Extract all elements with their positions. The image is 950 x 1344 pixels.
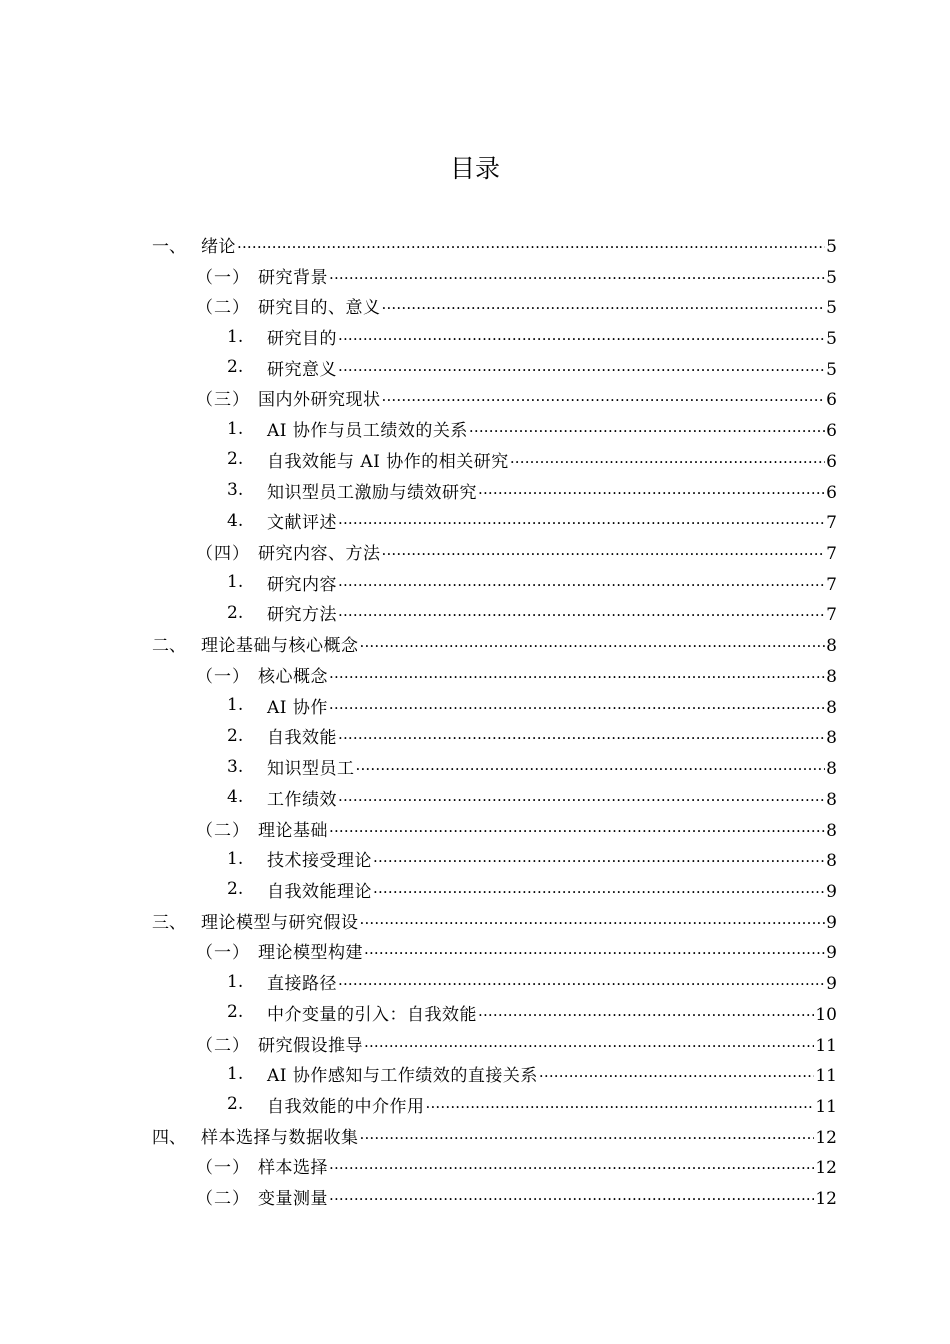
toc-entry-line [267,600,837,625]
toc-entry-number: 四、 [152,1127,186,1148]
toc-entry-page-number: 8 [826,851,837,872]
dot-leader [237,232,825,252]
toc-entry[interactable] [0,321,950,352]
toc-entry-page-number: 5 [826,359,837,380]
toc-entry-line [258,539,837,564]
dot-leader [329,693,825,713]
toc-entry[interactable] [0,874,950,905]
toc-entry-title[interactable]: 中介变量的引入：自我效能 [267,1004,477,1025]
toc-entry[interactable] [0,536,950,567]
toc-entry-number: 4. [227,787,244,808]
toc-entry-page-number: 6 [826,482,837,503]
toc-entry-title[interactable]: 样本选择与数据收集 [201,1127,359,1148]
toc-entry-title[interactable]: AI 协作与员工绩效的关系 [267,421,468,442]
toc-entry-page-number: 6 [826,451,837,472]
toc-entry-page-number: 8 [826,728,837,749]
toc-entry-number: 1. [227,1063,244,1084]
dot-leader [338,324,825,344]
toc-entry-line [258,1031,837,1056]
toc-entry[interactable] [0,413,950,444]
toc-entry-page-number: 8 [826,636,837,657]
toc-entry-page-number: 9 [826,974,837,995]
toc-entry-page-number: 9 [826,881,837,902]
dot-leader [329,263,825,283]
toc-entry-line [267,1000,837,1025]
toc-entry[interactable] [0,690,950,721]
toc-entry-title[interactable]: 研究假设推导 [258,1035,363,1056]
toc-entry-line [267,1092,837,1117]
toc-entry-line [267,416,837,441]
toc-entry[interactable] [0,383,950,414]
toc-entry-number: （四） [196,544,250,565]
toc-entry-number: 1. [227,572,244,593]
toc-entry[interactable] [0,1089,950,1120]
toc-entry-number: 1. [227,418,244,439]
toc-entry-title[interactable]: 自我效能理论 [267,881,372,902]
dot-leader [469,416,825,436]
toc-entry-line [258,1153,837,1178]
toc-entry-number: （一） [196,1158,250,1179]
toc-entry-line [267,723,837,748]
dot-leader [539,1061,814,1081]
toc-entry-page-number: 8 [826,820,837,841]
toc-entry-title[interactable]: 研究意义 [267,359,337,380]
toc-entry-number: 二、 [152,636,186,657]
toc-entry-line [258,662,837,687]
page-title: 目录 [449,154,500,183]
dot-leader [338,570,825,590]
toc-entry-number: 1. [227,971,244,992]
toc-entry-title[interactable]: 技术接受理论 [267,851,372,872]
toc-entry-page-number: 5 [826,329,837,350]
toc-entry[interactable] [0,260,950,291]
dot-leader [329,662,825,682]
toc-entry-title[interactable]: 自我效能 [267,728,337,749]
toc-entry[interactable] [0,505,950,536]
toc-entry-page-number: 7 [826,605,837,626]
dot-leader [360,631,826,651]
toc-entry-title[interactable]: AI 协作 [267,697,328,718]
toc-entry[interactable] [0,905,950,936]
toc-entry-title[interactable]: 研究方法 [267,605,337,626]
toc-entry-number: 2. [227,602,244,623]
dot-leader [510,447,825,467]
toc-entry-line [267,570,837,595]
dot-leader [360,1123,815,1143]
toc-entry-number: 2. [227,1094,244,1115]
table-of-contents [0,229,950,1212]
toc-entry-page-number: 7 [826,513,837,534]
toc-entry-title[interactable]: 研究内容 [267,574,337,595]
dot-leader [338,600,825,620]
toc-entry-line [267,754,837,779]
toc-entry-page-number: 5 [826,236,837,257]
toc-entry-page-number: 12 [815,1127,837,1148]
toc-entry[interactable] [0,628,950,659]
toc-entry-line [267,447,837,472]
dot-leader [338,355,825,375]
toc-entry[interactable] [0,659,950,690]
toc-entry-line [267,478,837,503]
toc-entry-title[interactable]: 理论模型构建 [258,943,363,964]
toc-entry-number: （二） [196,1035,250,1056]
toc-entry[interactable] [0,1151,950,1182]
toc-entry-title[interactable]: AI 协作感知与工作绩效的直接关系 [267,1066,538,1087]
dot-leader [426,1092,815,1112]
toc-entry[interactable] [0,475,950,506]
dot-leader [373,877,825,897]
toc-entry-title[interactable]: 自我效能与 AI 协作的相关研究 [267,451,509,472]
toc-entry-title[interactable]: 研究目的、意义 [258,298,381,319]
toc-entry-title[interactable]: 直接路径 [267,974,337,995]
dot-leader [338,508,825,528]
toc-entry-number: （三） [196,390,250,411]
toc-entry[interactable] [0,352,950,383]
toc-entry-line [258,816,837,841]
toc-entry-page-number: 5 [826,298,837,319]
toc-entry-number: 2. [227,725,244,746]
toc-entry-title[interactable]: 样本选择 [258,1158,328,1179]
toc-entry[interactable] [0,1058,950,1089]
toc-entry[interactable] [0,229,950,260]
toc-entry-title[interactable]: 理论基础 [258,820,328,841]
toc-entry-number: 三、 [152,912,186,933]
toc-entry-page-number: 11 [815,1066,837,1087]
toc-entry-page-number: 9 [826,912,837,933]
toc-entry-number: 2. [227,449,244,470]
toc-entry[interactable] [0,813,950,844]
dot-leader [338,969,825,989]
toc-entry-page-number: 8 [826,759,837,780]
toc-entry-line [201,908,837,933]
toc-entry-title[interactable]: 文献评述 [267,513,337,534]
dot-leader [373,846,825,866]
toc-entry-line [258,938,837,963]
toc-entry[interactable] [0,721,950,752]
toc-entry-number: 一、 [152,236,186,257]
toc-entry-number: （二） [196,820,250,841]
toc-entry-title[interactable]: 核心概念 [258,666,328,687]
toc-entry-page-number: 12 [815,1158,837,1179]
toc-entry[interactable] [0,290,950,321]
toc-entry-page-number: 8 [826,697,837,718]
toc-entry[interactable] [0,1120,950,1151]
toc-entry-page-number: 10 [815,1004,837,1025]
toc-entry-line [258,1184,837,1209]
toc-entry-line [258,293,837,318]
toc-entry-line [201,232,837,257]
toc-entry-page-number: 8 [826,666,837,687]
dot-leader [329,1153,814,1173]
toc-entry-title[interactable]: 研究内容、方法 [258,544,381,565]
toc-entry-line [201,631,837,656]
toc-entry-line [267,324,837,349]
dot-leader [382,293,826,313]
toc-entry-page-number: 7 [826,574,837,595]
toc-entry-line [267,969,837,994]
toc-entry[interactable] [0,843,950,874]
toc-entry-page-number: 11 [815,1035,837,1056]
toc-entry-line [267,877,837,902]
dot-leader [329,1184,814,1204]
dot-leader [382,385,826,405]
toc-entry-line [267,355,837,380]
dot-leader [478,1000,814,1020]
toc-entry-line [267,785,837,810]
toc-entry[interactable] [0,751,950,782]
toc-entry[interactable] [0,567,950,598]
dot-leader [364,938,825,958]
toc-entry-title[interactable]: 研究背景 [258,267,328,288]
dot-leader [382,539,826,559]
toc-entry-title[interactable]: 知识型员工激励与绩效研究 [267,482,477,503]
dot-leader [338,785,825,805]
toc-entry-page-number: 6 [826,421,837,442]
toc-entry-line [267,693,837,718]
toc-entry-number: 2. [227,1002,244,1023]
toc-entry-number: （一） [196,943,250,964]
dot-leader [356,754,826,774]
toc-entry-number: 3. [227,480,244,501]
toc-entry[interactable] [0,1028,950,1059]
toc-entry-line [258,263,837,288]
toc-entry-number: 1. [227,695,244,716]
toc-entry-page-number: 9 [826,943,837,964]
toc-entry-title[interactable]: 变量测量 [258,1189,328,1210]
toc-entry-title[interactable]: 理论基础与核心概念 [201,636,359,657]
dot-leader [478,478,825,498]
toc-entry-page-number: 8 [826,789,837,810]
toc-entry[interactable] [0,997,950,1028]
toc-entry-number: 2. [227,879,244,900]
toc-entry-number: 2. [227,357,244,378]
toc-entry-page-number: 11 [815,1096,837,1117]
toc-entry-line [267,846,837,871]
toc-entry-number: 1. [227,326,244,347]
toc-entry-title[interactable]: 工作绩效 [267,789,337,810]
dot-leader [364,1031,814,1051]
toc-entry-page-number: 7 [826,544,837,565]
dot-leader [360,908,826,928]
toc-entry-page-number: 12 [815,1189,837,1210]
toc-entry-page-number: 5 [826,267,837,288]
dot-leader [338,723,825,743]
toc-entry[interactable] [0,966,950,997]
toc-entry-number: （一） [196,666,250,687]
toc-entry[interactable] [0,444,950,475]
toc-entry-title[interactable]: 绪论 [201,236,236,257]
toc-entry-number: （一） [196,267,250,288]
toc-entry-line [267,1061,837,1086]
toc-entry-page-number: 6 [826,390,837,411]
toc-entry-number: （二） [196,1189,250,1210]
toc-entry-title[interactable]: 国内外研究现状 [258,390,381,411]
toc-entry-number: 3. [227,756,244,777]
toc-entry-title[interactable]: 研究目的 [267,329,337,350]
toc-entry[interactable] [0,1181,950,1212]
toc-entry-title[interactable]: 自我效能的中介作用 [267,1096,425,1117]
toc-entry[interactable] [0,782,950,813]
toc-entry-number: 4. [227,510,244,531]
toc-entry-title[interactable]: 知识型员工 [267,759,355,780]
toc-entry-line [267,508,837,533]
toc-entry[interactable] [0,936,950,967]
toc-entry-number: 1. [227,848,244,869]
toc-entry-number: （二） [196,298,250,319]
toc-entry-line [258,385,837,410]
dot-leader [329,816,825,836]
toc-entry-title[interactable]: 理论模型与研究假设 [201,912,359,933]
toc-entry-line [201,1123,837,1148]
toc-entry[interactable] [0,598,950,629]
